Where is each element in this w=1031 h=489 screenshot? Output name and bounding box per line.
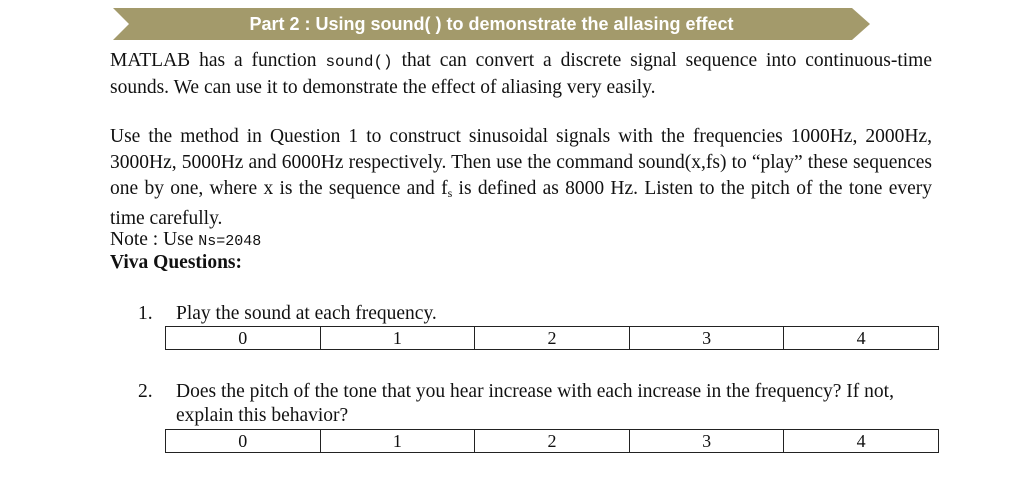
table-cell[interactable]: 0 <box>166 327 321 349</box>
note-line <box>110 228 261 254</box>
intro-text-2: that can convert a discrete signal sequence into continuous-time sounds. We can use it to demonstrate the effect of aliasing very easily. <box>110 50 932 98</box>
question-text: Play the sound at each frequency. <box>176 303 437 324</box>
table-cell[interactable]: 3 <box>630 430 785 452</box>
intro-text-1: MATLAB has a function <box>110 50 326 71</box>
table-cell[interactable]: 4 <box>856 430 866 451</box>
intro-paragraph <box>110 48 932 101</box>
table-cell[interactable]: 4 <box>856 327 866 348</box>
question-text: Does the pitch of the tone that you hear increase with each increase in the frequency? If not, explain this behavior? <box>176 381 894 426</box>
table-cell[interactable]: 3 <box>630 327 785 349</box>
table-cell[interactable]: 2 <box>475 430 630 452</box>
table-cell[interactable]: 1 <box>321 430 476 452</box>
table-cell[interactable]: 2 <box>475 327 630 349</box>
instructions-subscript: s <box>447 186 453 200</box>
section-banner <box>113 8 870 40</box>
question-number: 1. <box>138 303 153 324</box>
banner-title: Part 2 : Using sound( ) to demonstrate the allasing effect <box>249 13 734 34</box>
instructions-text-1: Use the method in Question 1 to construct sinusoidal signals with the frequencies 1000Hz, 2000Hz, 3000Hz, 5000Hz and 6000Hz respectively. Then use the command sound(x,fs) to “play” these sequences one by one, where x is the sequence and f <box>110 126 932 199</box>
viva-heading: Viva Questions: <box>110 252 242 273</box>
instructions-paragraph <box>110 124 932 232</box>
question-number: 2. <box>138 381 153 402</box>
answer-table-1 <box>165 326 939 350</box>
note-code: Ns=2048 <box>198 233 262 250</box>
table-cell[interactable]: 0 <box>166 430 321 452</box>
answer-table-2 <box>165 429 939 453</box>
instructions-text-2: is defined as 8000 Hz. Listen to the pitch of the tone every time carefully. <box>110 178 932 229</box>
note-label: Note : Use <box>110 229 199 250</box>
intro-code: sound() <box>325 53 393 71</box>
table-cell[interactable]: 1 <box>321 327 476 349</box>
